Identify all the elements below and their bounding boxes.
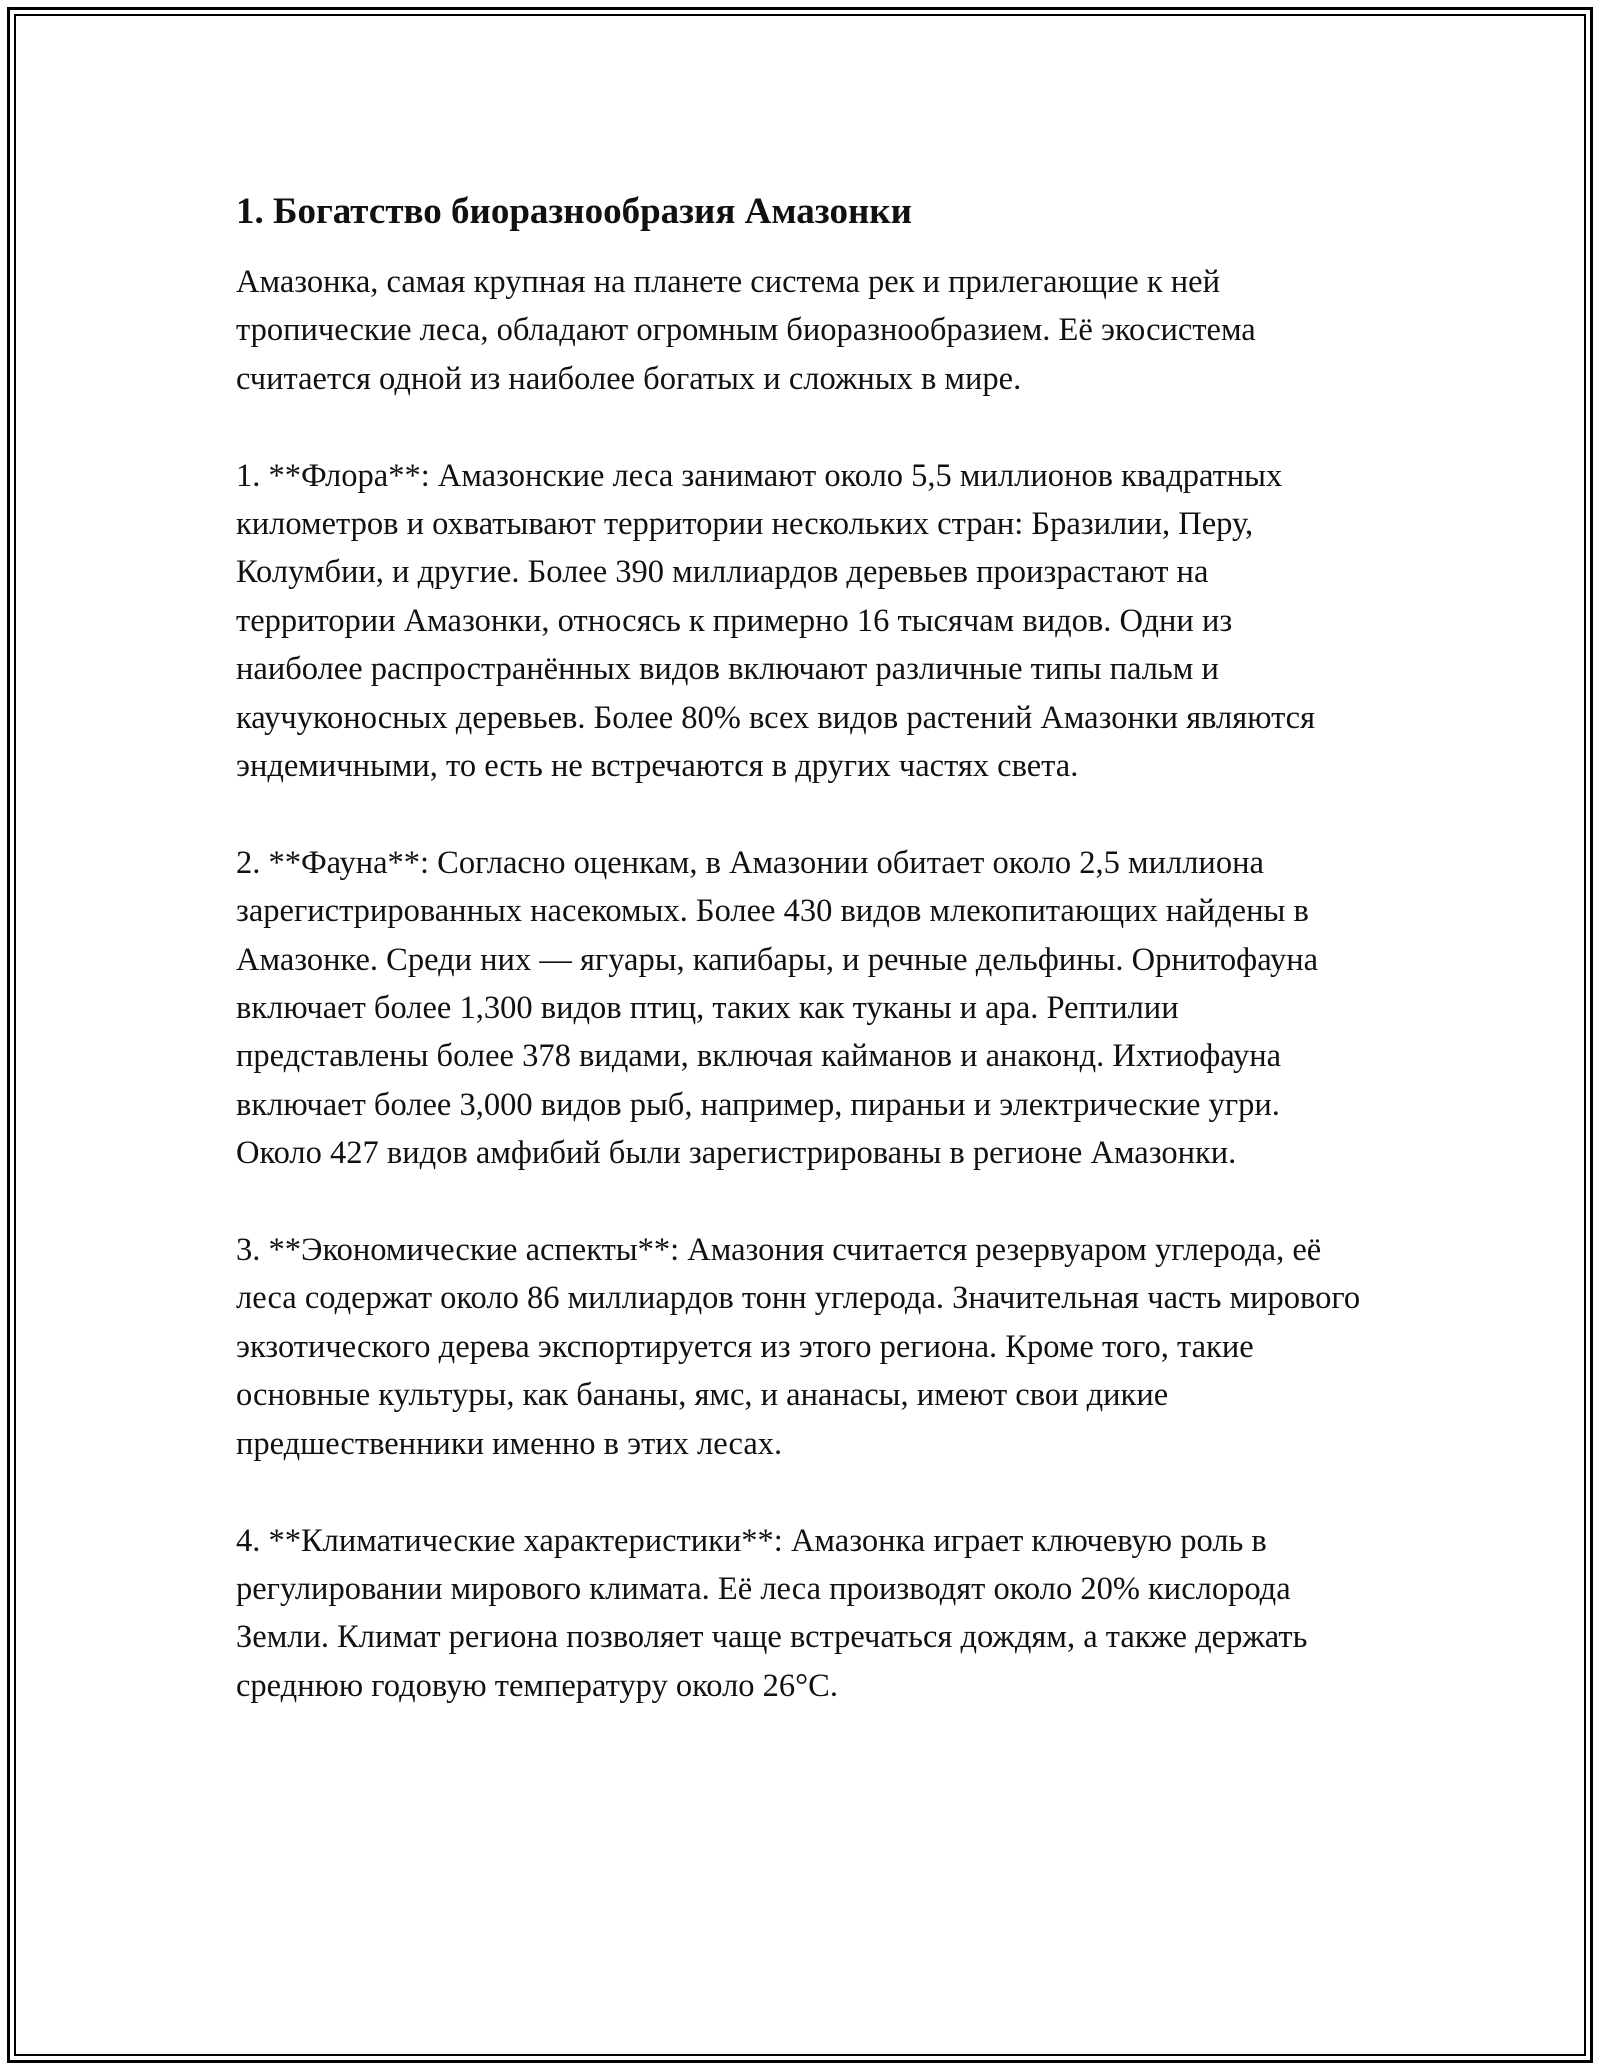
section-climate: 4. **Климатические характеристики**: Амазонка играет ключевую роль в регулировании мирового климата. Её леса производят около 20% кислорода Земли. Климат региона позволяет чаще встречаться дождям, а также держать среднюю годовую температуру около 26°C.: [236, 1522, 1308, 1704]
section-flora: 1. **Флора**: Амазонские леса занимают около 5,5 миллионов квадратных километров и охватывают территории нескольких стран: Бразилии, Перу, Колумбии, и другие. Более 390 миллиардов деревьев произрастают на территории Амазонки, относясь к примерно 16 тысячам видов. Одни из наиболее распространённых видов включают различные типы пальм и каучуконосных деревьев. Более 80% всех видов растений Амазонки являются эндемичными, то есть не встречаются в других частях света.: [236, 457, 1316, 785]
section-economy: 3. **Экономические аспекты**: Амазония считается резервуаром углерода, её леса содержат около 86 миллиардов тонн углерода. Значительная часть мирового экзотического дерева экспортируется из этого региона. Кроме того, такие основные культуры, как бананы, ямс, и ананасы, имеют свои дикие предшественники именно в этих лесах.: [236, 1232, 1361, 1462]
document-title: 1. Богатство биоразнообразия Амазонки: [236, 191, 912, 232]
intro-paragraph: Амазонка, самая крупная на планете система рек и прилегающие к ней тропические леса, обладают огромным биоразнообразием. Её экосистема считается одной из наиболее богатых и сложных в мире.: [236, 264, 1256, 397]
section-fauna: 2. **Фауна**: Согласно оценкам, в Амазонии обитает около 2,5 миллиона зарегистрированных насекомых. Более 430 видов млекопитающих найдены в Амазонке. Среди них — ягуары, капибары, и речные дельфины. Орнитофауна включает более 1,300 видов птиц, таких как туканы и ара. Рептилии представлены более 378 видами, включая кайманов и анаконд. Ихтиофауна включает более 3,000 видов рыб, например, пираньи и электрические угри. Около 427 видов амфибий были зарегистрированы в регионе Амазонки.: [236, 844, 1319, 1172]
document-body: [236, 188, 1366, 1759]
